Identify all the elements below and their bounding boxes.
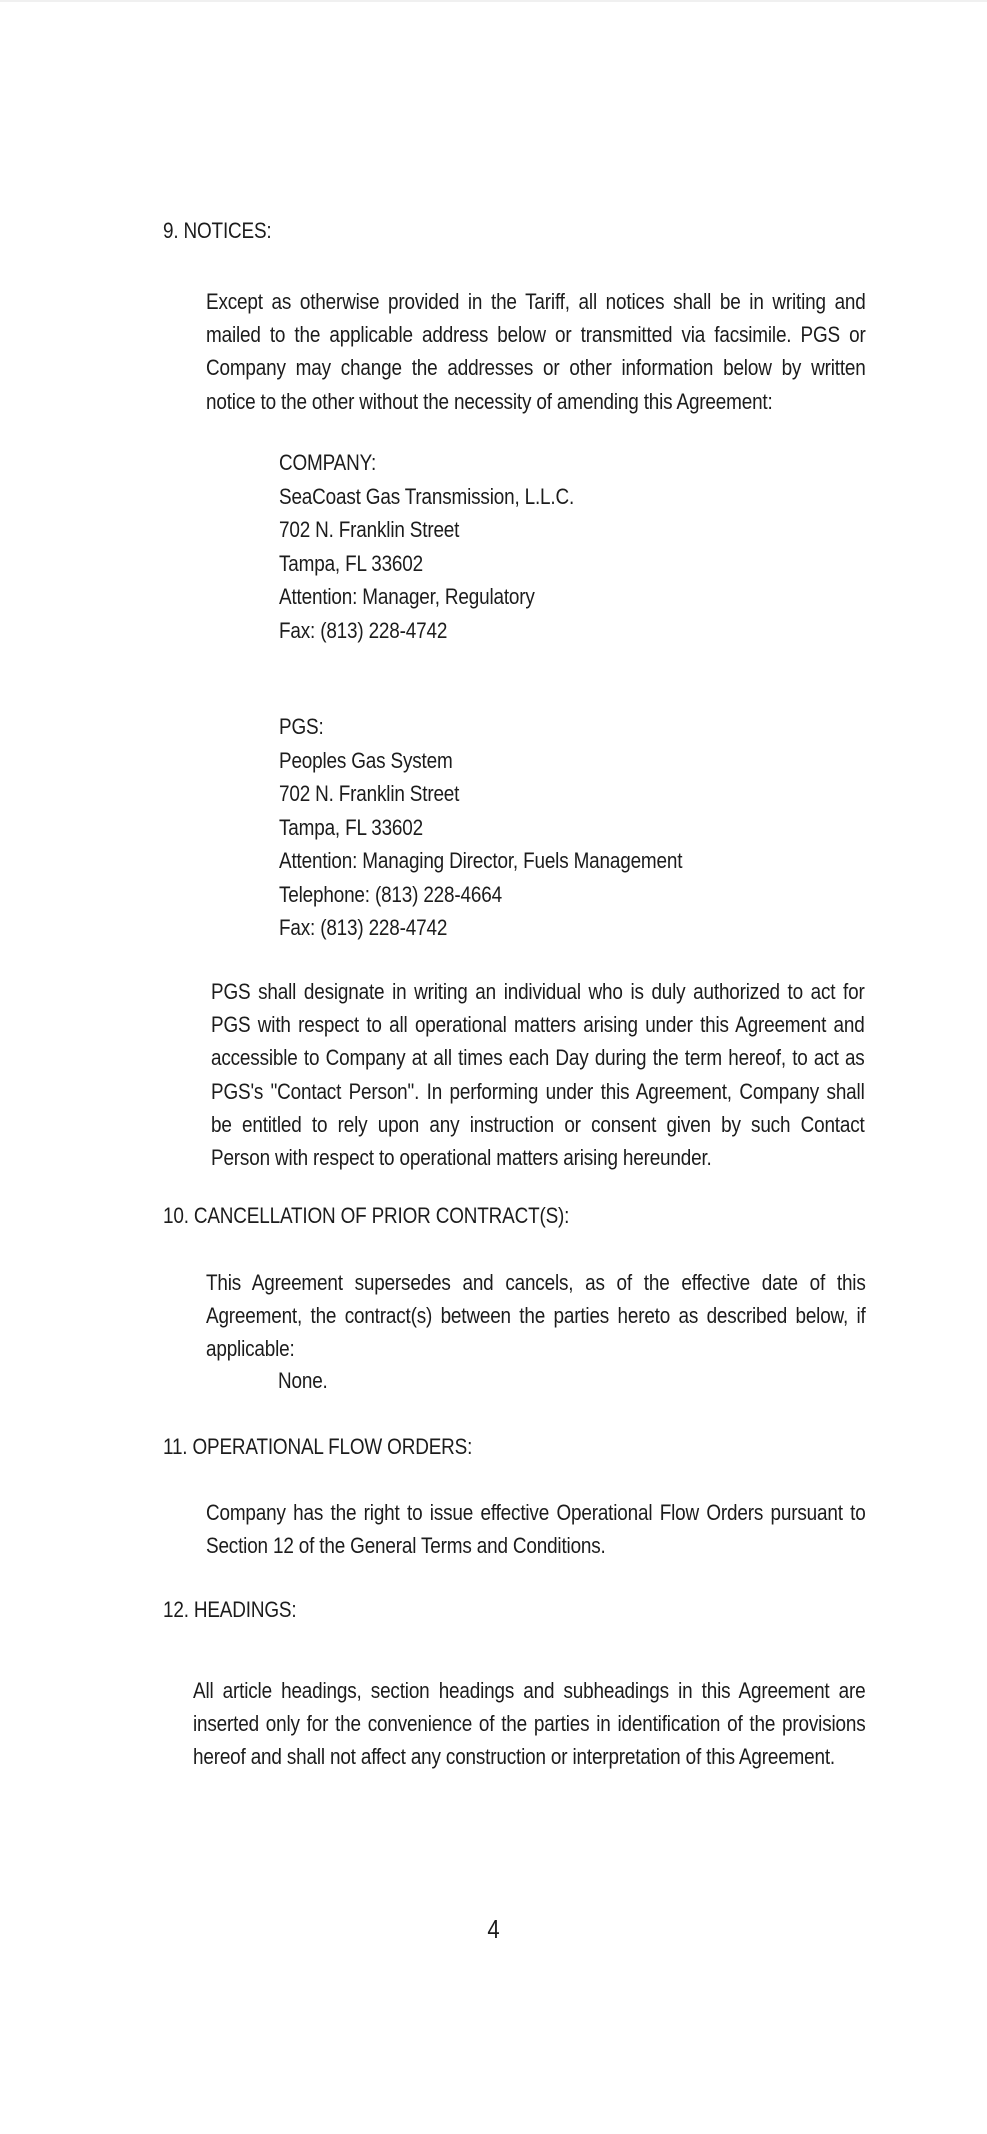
operational-flow-orders-text: Company has the right to issue effective Operational Flow Orders pursuant to Section 12 of the General Terms and Conditions. — [206, 1500, 866, 1559]
section-heading-operational-flow-orders: 11. OPERATIONAL FLOW ORDERS: — [163, 1434, 473, 1459]
pgs-telephone: Telephone: (813) 228-4664 — [279, 882, 502, 907]
company-city: Tampa, FL 33602 — [279, 551, 423, 576]
pgs-attention: Attention: Managing Director, Fuels Management — [279, 848, 683, 873]
scan-edge — [0, 0, 987, 2]
pgs-name: Peoples Gas System — [279, 748, 453, 773]
company-street: 702 N. Franklin Street — [279, 517, 460, 542]
cancellation-text: This Agreement supersedes and cancels, as of the effective date of this Agreement, the contract(s) between the parties hereto as described below, if applicable: — [206, 1270, 866, 1362]
section-heading-headings: 12. HEADINGS: — [163, 1597, 297, 1622]
section-heading-cancellation: 10. CANCELLATION OF PRIOR CONTRACT(S): — [163, 1203, 570, 1228]
company-fax: Fax: (813) 228-4742 — [279, 618, 448, 643]
cancellation-value: None. — [278, 1368, 328, 1393]
company-label: COMPANY: — [279, 450, 377, 475]
page-number: 4 — [487, 1914, 500, 1944]
pgs-street: 702 N. Franklin Street — [279, 781, 460, 806]
pgs-label: PGS: — [279, 714, 324, 739]
contact-person-paragraph: PGS shall designate in writing an individual who is duly authorized to act for PGS with respect to all operational matters arising under this Agreement and accessible to Company at all times each Day during the term hereof, to act as PGS's "Contact Person". In performing under this Agreement, Company shall be entitled to rely upon any instruction or consent given by such Contact Person with respect to operational matters arising hereunder. — [211, 979, 865, 1171]
notices-intro: Except as otherwise provided in the Tariff, all notices shall be in writing and mailed to the applicable address below or transmitted via facsimile. PGS or Company may change the addresses or other information below by written notice to the other without the necessity of amending this Agreement: — [206, 289, 866, 414]
pgs-city: Tampa, FL 33602 — [279, 815, 423, 840]
company-name: SeaCoast Gas Transmission, L.L.C. — [279, 484, 575, 509]
company-attention: Attention: Manager, Regulatory — [279, 584, 535, 609]
pgs-fax: Fax: (813) 228-4742 — [279, 915, 448, 940]
headings-text: All article headings, section headings and subheadings in this Agreement are inserted only for the convenience of the parties in identification of the provisions hereof and shall not affect any construction or interpretation of this Agreement. — [193, 1678, 866, 1770]
section-heading-notices: 9. NOTICES: — [163, 218, 272, 243]
